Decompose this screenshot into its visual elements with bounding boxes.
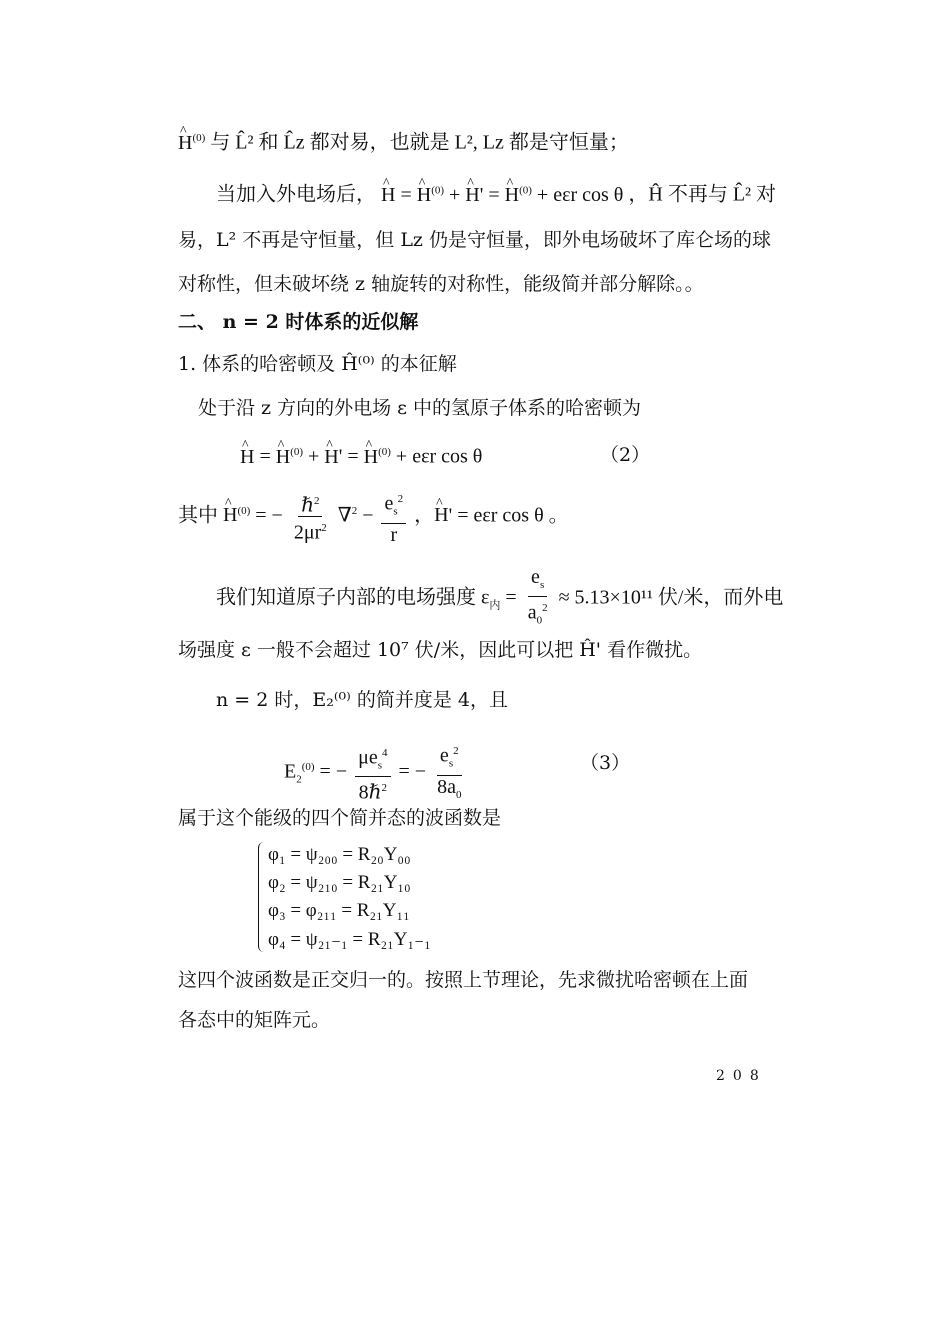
paragraph-line-9: n = 2 时，E₂⁽⁰⁾ 的简并度是 4，且 <box>216 689 508 711</box>
paragraph-text: 我们知道原子内部的电场强度 <box>216 586 476 609</box>
fraction-energy-1: $\frac{\mu e_s^4}{8\hbar^2}$ <box>355 742 390 804</box>
wavefunction-row: φ₂ = ψ₂₁₀ = R₂₁Y₁₀ <box>268 872 411 893</box>
equation-number-3: （3） <box>580 752 631 774</box>
paragraph-text: ≈ 5.13×10¹¹ 伏/米，而外电 <box>558 586 784 609</box>
paragraph-line-5: 处于沿 z 方向的外电场 ε 中的氢原子体系的哈密顿为 <box>198 397 642 419</box>
paragraph-text: ，Ĥ 不再与 L̂² 对 <box>628 183 777 206</box>
wavefunction-row: φ₁ = ψ₂₀₀ = R₂₀Y₀₀ <box>268 844 411 865</box>
paragraph-line-4: 对称性，但未破坏绕 z 轴旋转的对称性，能级简并部分解除。。 <box>178 273 704 295</box>
section-heading: 二、 n = 2 时体系的近似解 <box>178 311 419 333</box>
paragraph-line-8: 场强度 ε 一般不会超过 10⁷ 伏/米，因此可以把 Ĥ' 看作微扰。 <box>178 639 703 661</box>
paragraph-text: 当加入外电场后， <box>216 183 376 206</box>
fraction-coulomb: $\frac{e_s^2}{r}$ <box>381 488 406 546</box>
paragraph-line-2 <box>216 178 776 207</box>
paragraph-line-12: 各态中的矩阵元。 <box>178 1009 331 1031</box>
hamiltonian-inline-formula: ^ H = ^ $H^{(0)}$ + ^ H' = ^ $H^{(0)} + e\varepsilon r$ cos θ <box>381 184 628 206</box>
equation-number-2: （2） <box>600 444 651 466</box>
paragraph-line-10: 属于这个能级的四个简并态的波函数是 <box>178 807 502 829</box>
fraction-kinetic: $\frac{\hbar^2}{2\mu r^2}$ <box>291 490 330 544</box>
equation-2: ^ H = ^ $H^{(0)}$ + ^ H' = ^ $H^{(0)} + e\varepsilon r$ cos θ <box>240 440 482 469</box>
paragraph-line-6: 其中 ^ $H^{(0)}$ = − $\frac{\hbar^2}{2\mu r^2}$ ∇$^2$ − $\frac{e_s^2}{r}$ ，^ H' = eεr cos θ 。 <box>178 488 569 546</box>
fraction-internal-field: $\frac{e_s}{a_0^2}$ <box>527 566 548 627</box>
subsection-heading: 1. 体系的哈密顿及 Ĥ⁽⁰⁾ 的本征解 <box>178 353 457 375</box>
paragraph-line-1: ^ $H^{(0)}$ 与 L̂² 和 L̂z 都对易，也就是 L², Lz 都是守恒量； <box>178 126 629 155</box>
paragraph-text: 其中 <box>178 504 218 527</box>
paragraph-text: 与 L̂² 和 L̂z 都对易，也就是 L², Lz 都是守恒量； <box>210 131 629 154</box>
wavefunction-row: φ₄ = ψ₂₁₋₁ = R₂₁Y₁₋₁ <box>268 929 431 950</box>
page-number: 208 <box>716 1068 767 1084</box>
fraction-energy-2: $\frac{e_s^2}{8a_0}$ <box>434 740 464 806</box>
paragraph-line-11: 这四个波函数是正交归一的。按照上节理论，先求微扰哈密顿在上面 <box>178 969 749 991</box>
paragraph-line-7: 我们知道原子内部的电场强度 $\varepsilon_内$ = $\frac{e_s}{a_0^2}$ ≈ 5.13×10¹¹ 伏/米，而外电 <box>216 566 783 632</box>
paragraph-line-3: 易，L² 不再是守恒量，但 Lz 仍是守恒量，即外电场破坏了库仑场的球 <box>178 229 771 251</box>
equation-3: $E_2^{(0)}$ = − $\frac{\mu e_s^4}{8\hbar^2}$ = − $\frac{e_s^2}{8a_0}$ <box>284 740 467 806</box>
left-brace <box>258 842 267 952</box>
wavefunction-row: φ₃ = φ₂₁₁ = R₂₁Y₁₁ <box>268 900 410 921</box>
